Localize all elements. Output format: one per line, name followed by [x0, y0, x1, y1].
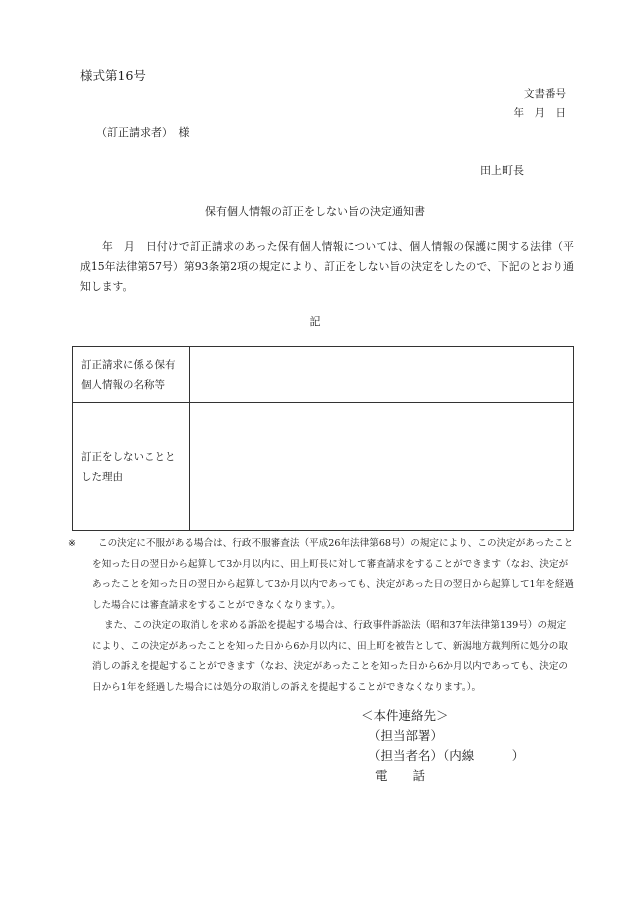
row1-value [190, 347, 574, 403]
note-1-text: この決定に不服がある場合は、行政不服審査法（平成26年法律第68号）の規定により、この決定があったことを知った日の翌日から起算して3か月以内に、田上町長に対して審査請求をすることができます（なお、決定があったことを知った日の翌日から起算して3か月以内であっても、決定があった日の翌日から起算して1年を経過した場合には審査請求をすることができなくなります。）。 [92, 538, 575, 611]
document-number-label: 文書番号 [524, 88, 566, 100]
row2-label: 訂正をしないこととした理由 [73, 403, 190, 531]
contact-person: （担当者名）（内線 ） [368, 748, 525, 763]
document-title: 保有個人情報の訂正をしない旨の決定通知書 [205, 205, 425, 218]
body-paragraph: 年 月 日付けで訂正請求のあった保有個人情報については、個人情報の保護に関する法律（平成15年法律第57号）第93条第2項の規定により、訂正をしない旨の決定をしたので、下記のとおり通知します。 [80, 240, 574, 293]
table-row [73, 347, 574, 403]
date-label: 年 月 日 [513, 107, 566, 119]
issuer: 田上町長 [480, 164, 524, 177]
info-table [72, 346, 574, 531]
contact-department: （担当部署） [368, 728, 444, 743]
contact-block [361, 706, 524, 786]
notes [68, 534, 575, 698]
note-2: また、この決定の取消しを求める訴訟を提起する場合は、行政事件訴訟法（昭和37年法律第139号）の規定により、この決定があったことを知った日から6か月以内に、田上町を被告として、新潟地方裁判所に処分の取消しの訴えを提起することができます（なお、決定があったことを知った日から6か月以内であっても、決定の日から1年を経過した場合には処分の取消しの訴えを提起することができなくなります。）。 [92, 620, 569, 693]
contact-phone: 電 話 [375, 768, 426, 783]
note-mark: ※ [68, 538, 77, 549]
form-number: 様式第16号 [80, 68, 146, 83]
ki-heading: 記 [309, 315, 321, 328]
row1-label: 訂正請求に係る保有個人情報の名称等 [73, 347, 190, 403]
table-row [73, 403, 574, 531]
row2-value [190, 403, 574, 531]
addressee: （訂正請求者） 様 [96, 126, 190, 139]
note-1 [68, 534, 575, 616]
contact-heading: ＜本件連絡先＞ [361, 708, 449, 723]
